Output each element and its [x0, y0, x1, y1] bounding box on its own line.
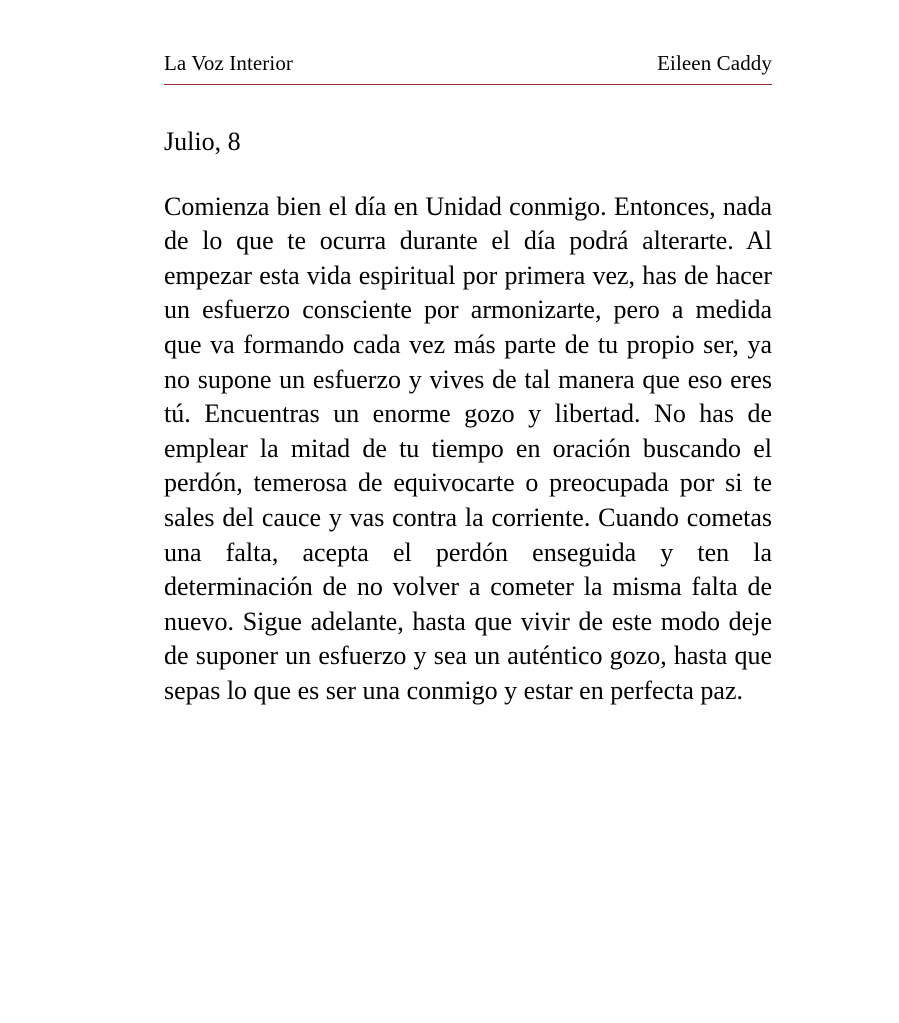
running-header — [164, 52, 772, 85]
entry-date-heading: Julio, 8 — [164, 127, 241, 157]
entry-body-text: Comienza bien el día en Unidad conmigo. Entonces, nada de lo que te ocurra durante el día podrá alterarte. Al empezar esta vida espiritual por primera vez, has de hacer un esfuerzo consciente por armonizarte, pero a medida que va formando cada vez más parte de tu propio ser, ya no supone un esfuerzo y vives de tal manera que eso eres tú. Encuentras un enorme gozo y libertad. No has de emplear la mitad de tu tiempo en oración buscando el perdón, temerosa de equivocarte o preocupada por si te sales del cauce y vas contra la corriente. Cuando cometas una falta, acepta el perdón enseguida y ten la determinación de no volver a cometer la misma falta de nuevo. Sigue adelante, hasta que vivir de este modo deje de suponer un esfuerzo y sea un auténtico gozo, hasta que sepas lo que es ser una conmigo y estar en perfecta paz. — [164, 191, 772, 705]
header-book-title: La Voz Interior — [164, 51, 294, 75]
header-author: Eileen Caddy — [657, 51, 772, 75]
